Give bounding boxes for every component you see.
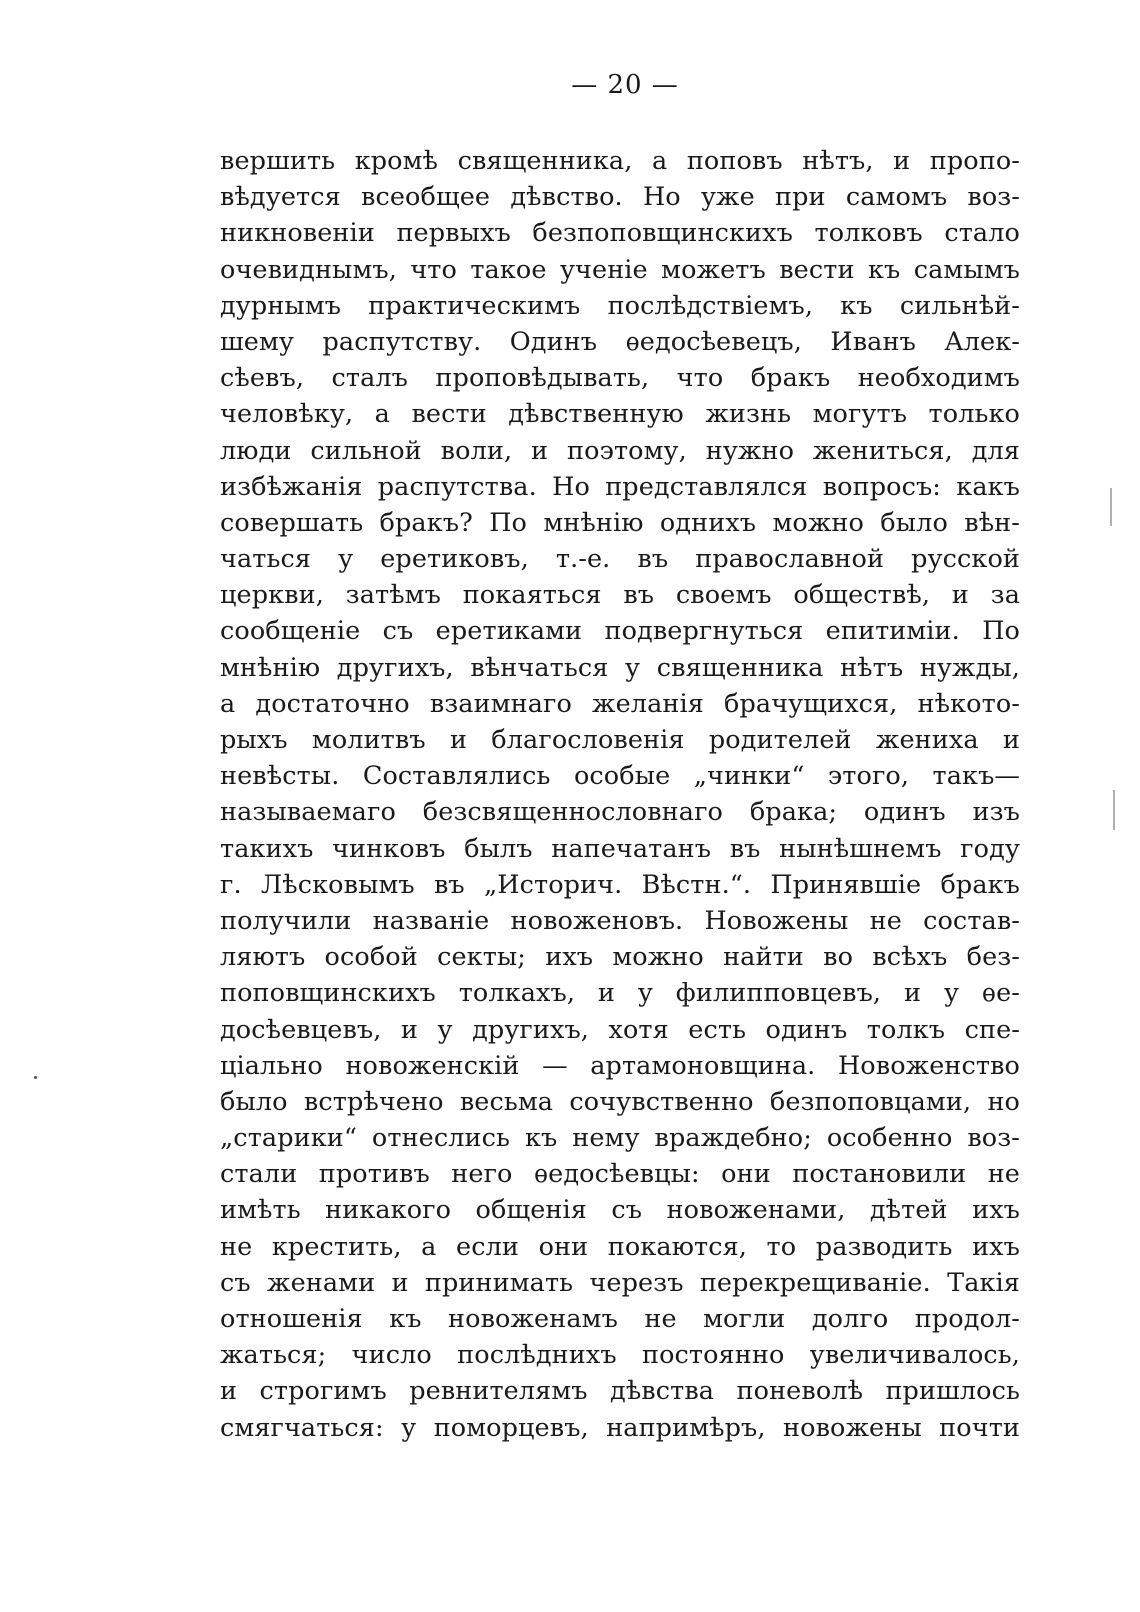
text-line: а достаточно взаимнаго желанія брачущихся, нѣкото- bbox=[220, 688, 1020, 719]
text-line: ляютъ особой секты; ихъ можно найти во всѣхъ без- bbox=[220, 942, 1020, 973]
text-line: ціально новоженскій — артамоновщина. Новоженство bbox=[220, 1050, 1020, 1081]
text-line: поповщинскихъ толкахъ, и у филипповцевъ, и у ѳе- bbox=[220, 978, 1020, 1009]
text-line: такихъ чинковъ былъ напечатанъ въ нынѣшнемъ году bbox=[220, 833, 1020, 864]
text-line: совершать бракъ? По мнѣнію однихъ можно было вѣн- bbox=[220, 507, 1020, 538]
text-line: называемаго безсвященнословнаго брака; одинъ изъ bbox=[220, 797, 1020, 828]
text-line: рыхъ молитвъ и благословенія родителей жениха и bbox=[220, 725, 1020, 755]
text-line: чаться у еретиковъ, т.-е. въ православной русской bbox=[220, 544, 1020, 575]
text-line: сообщеніе съ еретиками подвергнуться епитиміи. По bbox=[220, 616, 1020, 647]
body-text bbox=[220, 143, 1020, 1446]
text-line: досѣевцевъ, и у другихъ, хотя есть одинъ толкъ спе- bbox=[220, 1014, 1020, 1045]
text-line: вершить кромѣ священника, а поповъ нѣтъ, и пропо- bbox=[220, 146, 1020, 176]
scan-mark-2 bbox=[1113, 790, 1115, 830]
text-line: шему распутству. Одинъ ѳедосѣевецъ, Иванъ Алек- bbox=[220, 326, 1020, 357]
text-line: невѣсты. Составлялись особые „чинки“ этого, такъ— bbox=[220, 761, 1020, 792]
text-line: жаться; число послѣднихъ постоянно увеличивалось, bbox=[220, 1340, 1020, 1371]
text-line: „старики“ отнеслись къ нему враждебно; особенно воз- bbox=[220, 1123, 1020, 1154]
text-line: люди сильной воли, и поэтому, нужно жениться, для bbox=[220, 435, 1020, 466]
text-line: вѣдуется всеобщее дѣвство. Но уже при самомъ воз- bbox=[220, 182, 1020, 213]
text-line: г. Лѣсковымъ въ „Историч. Вѣстн.“. Принявшіе бракъ bbox=[220, 869, 1020, 900]
text-line: не крестить, а если они покаются, то разводить ихъ bbox=[220, 1231, 1020, 1262]
text-line: стали противъ него ѳедосѣевцы: они постановили не bbox=[220, 1159, 1020, 1190]
text-line: избѣжанія распутства. Но представлялся вопросъ: какъ bbox=[220, 471, 1020, 502]
scan-mark-1 bbox=[1110, 488, 1112, 526]
text-line: съ женами и принимать черезъ перекрещиваніе. Такія bbox=[220, 1267, 1020, 1298]
page-number: — 20 — bbox=[571, 70, 679, 100]
text-line: человѣку, а вести дѣвственную жизнь могутъ только bbox=[220, 399, 1020, 430]
text-line: никновеніи первыхъ безпоповщинскихъ толковъ стало bbox=[220, 218, 1020, 249]
text-line: смягчаться: у поморцевъ, напримѣръ, новожены почти bbox=[220, 1412, 1020, 1443]
text-line: очевиднымъ, что такое ученіе можетъ вести къ самымъ bbox=[220, 254, 1020, 285]
text-line: и строгимъ ревнителямъ дѣвства поневолѣ пришлось bbox=[220, 1376, 1020, 1407]
text-line: мнѣнію другихъ, вѣнчаться у священника нѣтъ нужды, bbox=[220, 652, 1020, 683]
scan-dot bbox=[34, 1076, 37, 1079]
text-line: сѣевъ, сталъ проповѣдывать, что бракъ необходимъ bbox=[220, 363, 1020, 394]
text-line: дурнымъ практическимъ послѣдствіемъ, къ сильнѣй- bbox=[220, 290, 1020, 321]
text-line: получили названіе новоженовъ. Новожены не состав- bbox=[220, 905, 1020, 936]
text-line: церкви, затѣмъ покаяться въ своемъ обществѣ, и за bbox=[220, 580, 1020, 611]
text-line: имѣть никакого общенія съ новоженами, дѣтей ихъ bbox=[220, 1195, 1020, 1226]
text-line: было встрѣчено весьма сочувственно безпоповцами, но bbox=[220, 1086, 1020, 1117]
text-line: отношенія къ новоженамъ не могли долго продол- bbox=[220, 1304, 1020, 1334]
